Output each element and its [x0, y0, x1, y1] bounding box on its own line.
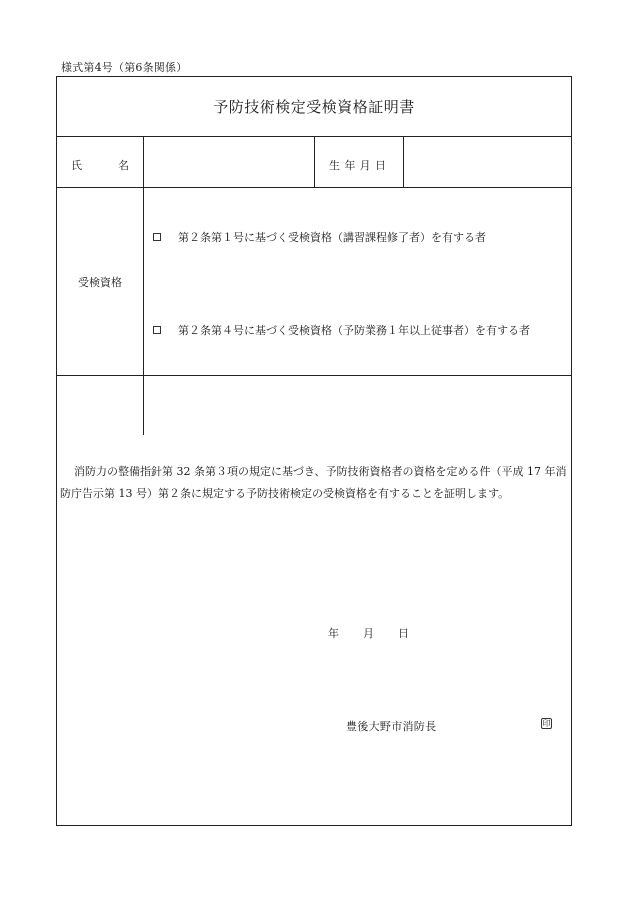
divider-qualification-row	[57, 375, 571, 376]
date-year-label: 年	[328, 627, 339, 640]
checkbox-prevention-experience	[153, 326, 161, 334]
divider-name-birthdate	[314, 136, 315, 187]
certificate-form	[56, 76, 572, 826]
qualification-option-1	[153, 229, 486, 245]
issue-date	[328, 625, 409, 641]
form-title: 予防技術検定受検資格証明書	[213, 98, 415, 116]
birthdate-value	[413, 157, 563, 171]
divider-name-row	[57, 187, 571, 188]
seal-mark: 印	[542, 719, 551, 728]
form-number: 様式第4号（第6条関係）	[61, 61, 188, 74]
divider-birthdate-value	[403, 136, 404, 187]
birthdate-label: 生 年 月 日	[329, 159, 386, 172]
checkbox-course-completion	[153, 233, 161, 241]
certification-statement: 消防力の整備指針第 32 条第３項の規定に基づき、予防技術資格者の資格を定める件（平成 17 年消防庁告示第 13 号）第２条に規定する予防技術検定の受検資格を有することを証明します。	[60, 465, 567, 500]
qualification-option-2	[153, 322, 530, 338]
qualification-option-1-label: 第２条第１号に基づく受検資格（講習課程修了者）を有する者	[178, 231, 486, 244]
issuer-name: 豊後大野市消防長	[346, 720, 437, 733]
name-value	[157, 157, 307, 171]
name-label: 氏 名	[71, 159, 129, 172]
date-month-label: 月	[363, 627, 374, 640]
date-day-label: 日	[398, 627, 409, 640]
qualification-label: 受検資格	[78, 276, 122, 289]
qualification-option-2-label: 第２条第４号に基づく受検資格（予防業務１年以上従事者）を有する者	[178, 324, 530, 337]
divider-label-column	[143, 136, 144, 435]
